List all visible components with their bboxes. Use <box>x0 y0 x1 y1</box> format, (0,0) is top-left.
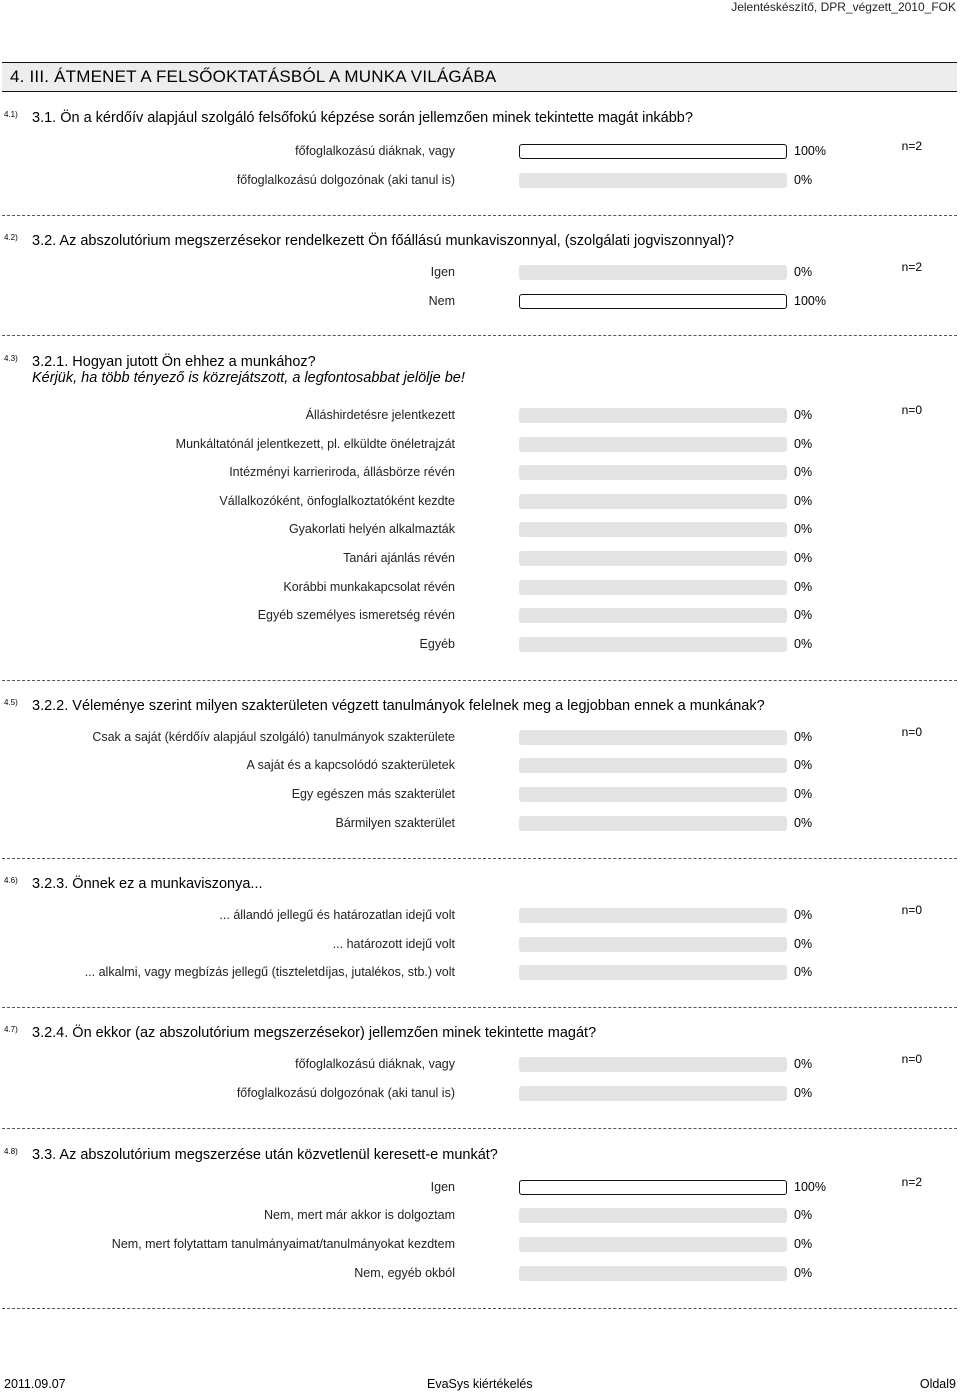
percentage-value: 0% <box>794 1086 813 1100</box>
question-divider <box>2 1308 957 1309</box>
question-number: 4.1) <box>4 110 18 119</box>
answer-label: ... határozott idejű volt <box>332 937 455 951</box>
percentage-bar <box>519 265 787 280</box>
answer-label: Álláshirdetésre jelentkezett <box>305 408 455 422</box>
answer-row <box>0 579 900 599</box>
percentage-value: 0% <box>794 265 813 279</box>
answer-row <box>0 1085 900 1105</box>
answer-row <box>0 550 900 570</box>
question-title: 3.2.4. Ön ekkor (az abszolutórium megszerzésekor) jellemzően minek tekintette magát? <box>32 1025 597 1041</box>
answer-label: Gyakorlati helyén alkalmazták <box>288 522 455 536</box>
answer-row <box>0 1056 900 1076</box>
answer-label: Nem, egyéb okból <box>354 1266 455 1280</box>
answer-row <box>0 1207 900 1227</box>
percentage-bar <box>519 551 787 566</box>
percentage-value: 0% <box>794 522 813 536</box>
answer-row <box>0 964 900 984</box>
answer-row <box>0 815 900 835</box>
percentage-value: 0% <box>794 730 813 744</box>
question-title: 3.2.2. Véleménye szerint milyen szakterületen végzett tanulmányok felelnek meg a legjobban ennek a munkának? <box>32 698 765 714</box>
percentage-bar <box>519 937 787 952</box>
percentage-bar <box>519 437 787 452</box>
question-title: 3.2.3. Önnek ez a munkaviszonya... <box>32 876 263 892</box>
answer-label: A saját és a kapcsolódó szakterületek <box>246 758 455 772</box>
answer-row <box>0 464 900 484</box>
percentage-value: 0% <box>794 437 813 451</box>
answer-label: főfoglalkozású dolgozónak (aki tanul is) <box>236 1086 455 1100</box>
percentage-bar <box>519 758 787 773</box>
answer-row <box>0 436 900 456</box>
answer-row <box>0 172 900 192</box>
answer-row <box>0 1265 900 1285</box>
question-number: 4.8) <box>4 1147 18 1156</box>
percentage-bar <box>519 908 787 923</box>
percentage-bar <box>519 522 787 537</box>
answer-row <box>0 757 900 777</box>
response-count: n=0 <box>901 1052 922 1066</box>
percentage-bar <box>519 294 787 309</box>
percentage-bar <box>519 408 787 423</box>
percentage-bar <box>519 144 787 159</box>
section-title: 4. III. ÁTMENET A FELSŐOKTATÁSBÓL A MUNKA VILÁGÁBA <box>10 67 497 86</box>
percentage-bar <box>519 1208 787 1223</box>
response-count: n=2 <box>901 260 922 274</box>
answer-row <box>0 1179 900 1199</box>
answer-row <box>0 521 900 541</box>
percentage-value: 0% <box>794 580 813 594</box>
answer-label: Egyéb személyes ismeretség révén <box>257 608 455 622</box>
question-subtitle: Kérjük, ha több tényező is közrejátszott, a legfontosabbat jelölje be! <box>32 370 465 386</box>
percentage-bar <box>519 608 787 623</box>
answer-row <box>0 407 900 427</box>
answer-row <box>0 907 900 927</box>
response-count: n=2 <box>901 1175 922 1189</box>
answer-row <box>0 936 900 956</box>
question-title: 3.2.1. Hogyan jutott Ön ehhez a munkához? <box>32 354 316 370</box>
answer-label: Korábbi munkakapcsolat révén <box>283 580 455 594</box>
answer-label: ... alkalmi, vagy megbízás jellegű (tiszteletdíjas, jutalékos, stb.) volt <box>84 965 455 979</box>
percentage-value: 0% <box>794 908 813 922</box>
percentage-bar <box>519 965 787 980</box>
question-divider <box>2 215 957 216</box>
percentage-bar <box>519 494 787 509</box>
percentage-bar <box>519 1266 787 1281</box>
percentage-value: 100% <box>794 1180 826 1194</box>
report-header: Jelentéskészítő, DPR_végzett_2010_FOK <box>731 0 956 14</box>
percentage-bar <box>519 730 787 745</box>
percentage-value: 0% <box>794 494 813 508</box>
question-divider <box>2 680 957 681</box>
answer-label: főfoglalkozású diáknak, vagy <box>295 144 455 158</box>
footer-page: Oldal9 <box>919 1377 956 1391</box>
percentage-value: 0% <box>794 173 813 187</box>
percentage-bar <box>519 1057 787 1072</box>
question-number: 4.5) <box>4 698 18 707</box>
question-title: 3.2. Az abszolutórium megszerzésekor rendelkezett Ön főállású munkaviszonnyal, (szolgálati jogviszonnyal)? <box>32 233 734 249</box>
answer-label: Bármilyen szakterület <box>335 816 455 830</box>
answer-label: Tanári ajánlás révén <box>343 551 455 565</box>
percentage-bar <box>519 1237 787 1252</box>
percentage-value: 0% <box>794 1237 813 1251</box>
section-banner <box>2 62 957 92</box>
answer-row <box>0 636 900 656</box>
question-divider <box>2 335 957 336</box>
answer-label: főfoglalkozású diáknak, vagy <box>295 1057 455 1071</box>
percentage-value: 0% <box>794 1208 813 1222</box>
answer-row <box>0 264 900 284</box>
answer-row <box>0 293 900 313</box>
percentage-bar <box>519 580 787 595</box>
answer-label: főfoglalkozású dolgozónak (aki tanul is) <box>236 173 455 187</box>
answer-row <box>0 729 900 749</box>
percentage-value: 0% <box>794 608 813 622</box>
response-count: n=0 <box>901 903 922 917</box>
question-title: 3.3. Az abszolutórium megszerzése után közvetlenül keresett-e munkát? <box>32 1147 498 1163</box>
answer-label: Csak a saját (kérdőív alapjául szolgáló) tanulmányok szakterülete <box>92 730 455 744</box>
percentage-bar <box>519 1180 787 1195</box>
answer-label: Egy egészen más szakterület <box>291 787 455 801</box>
footer-date: 2011.09.07 <box>4 1377 66 1391</box>
percentage-value: 0% <box>794 465 813 479</box>
answer-label: Igen <box>430 1180 455 1194</box>
percentage-bar <box>519 637 787 652</box>
percentage-value: 0% <box>794 787 813 801</box>
answer-row <box>0 143 900 163</box>
percentage-value: 0% <box>794 816 813 830</box>
question-title: 3.1. Ön a kérdőív alapjául szolgáló felsőfokú képzése során jellemzően minek tekintette magát inkább? <box>32 110 693 126</box>
answer-label: Egyéb <box>419 637 455 651</box>
answer-label: Igen <box>430 265 455 279</box>
percentage-value: 100% <box>794 294 826 308</box>
question-number: 4.6) <box>4 876 18 885</box>
response-count: n=0 <box>901 403 922 417</box>
question-divider <box>2 858 957 859</box>
question-divider <box>2 1007 957 1008</box>
question-divider <box>2 1128 957 1129</box>
percentage-bar <box>519 465 787 480</box>
percentage-value: 0% <box>794 965 813 979</box>
response-count: n=0 <box>901 725 922 739</box>
question-number: 4.3) <box>4 354 18 363</box>
percentage-value: 0% <box>794 758 813 772</box>
answer-label: ... állandó jellegű és határozatlan idejű volt <box>219 908 455 922</box>
percentage-value: 0% <box>794 408 813 422</box>
answer-label: Nem <box>428 294 455 308</box>
percentage-bar <box>519 816 787 831</box>
percentage-value: 0% <box>794 937 813 951</box>
percentage-value: 0% <box>794 1266 813 1280</box>
response-count: n=2 <box>901 139 922 153</box>
answer-label: Munkáltatónál jelentkezett, pl. elküldte önéletrajzát <box>175 437 455 451</box>
answer-row <box>0 607 900 627</box>
answer-label: Vállalkozóként, önfoglalkoztatóként kezdte <box>219 494 455 508</box>
percentage-bar <box>519 1086 787 1101</box>
footer-center: EvaSys kiértékelés <box>427 1377 533 1391</box>
answer-row <box>0 1236 900 1256</box>
percentage-bar <box>519 787 787 802</box>
percentage-value: 0% <box>794 1057 813 1071</box>
percentage-bar <box>519 173 787 188</box>
question-number: 4.2) <box>4 233 18 242</box>
percentage-value: 100% <box>794 144 826 158</box>
answer-row <box>0 786 900 806</box>
answer-label: Nem, mert folytattam tanulmányaimat/tanulmányokat kezdtem <box>111 1237 455 1251</box>
percentage-value: 0% <box>794 551 813 565</box>
answer-label: Nem, mert már akkor is dolgoztam <box>263 1208 455 1222</box>
question-number: 4.7) <box>4 1025 18 1034</box>
percentage-value: 0% <box>794 637 813 651</box>
answer-label: Intézményi karrieriroda, állásbörze révén <box>229 465 455 479</box>
answer-row <box>0 493 900 513</box>
